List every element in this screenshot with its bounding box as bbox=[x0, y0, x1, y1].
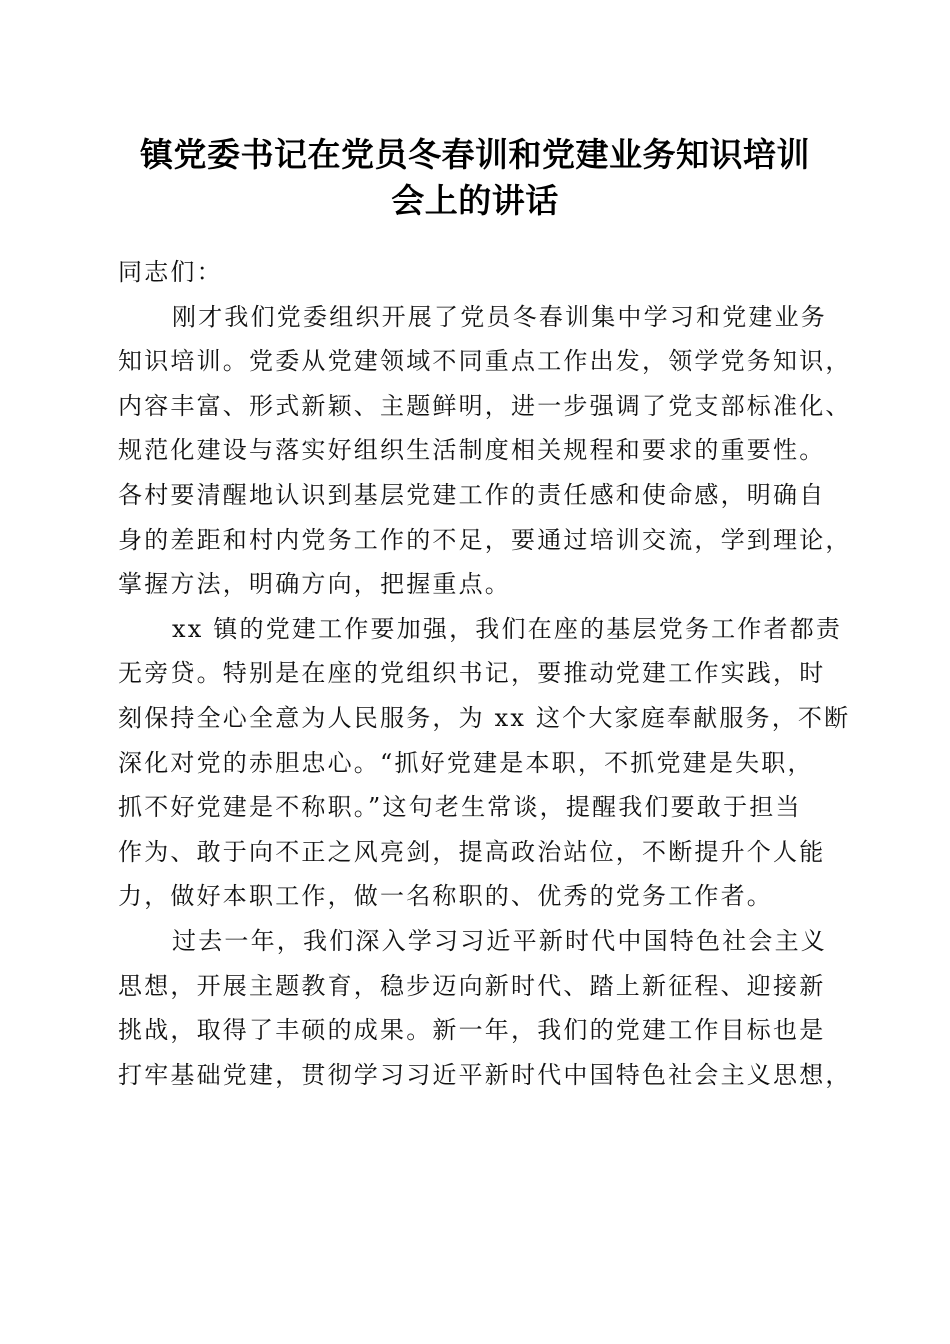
paragraph-line: 内容丰富、形式新颖、主题鲜明，进一步强调了党支部标准化、 bbox=[118, 391, 852, 420]
paragraph-line: 打牢基础党建，贯彻学习习近平新时代中国特色社会主义思想， bbox=[118, 1060, 852, 1089]
paragraph-line: 规范化建设与落实好组织生活制度相关规程和要求的重要性。 bbox=[118, 436, 826, 465]
paragraph-1 bbox=[118, 295, 852, 607]
title-line-2: 会上的讲话 bbox=[391, 181, 559, 220]
paragraph-line: 身的差距和村内党务工作的不足，要通过培训交流，学到理论， bbox=[118, 525, 852, 554]
paragraph-line: 过去一年，我们深入学习习近平新时代中国特色社会主义 bbox=[172, 926, 827, 955]
paragraph-line: 掌握方法，明确方向，把握重点。 bbox=[118, 570, 511, 599]
paragraph-3 bbox=[118, 919, 852, 1097]
paragraph-2 bbox=[118, 607, 851, 919]
paragraph-line: 刻保持全心全意为人民服务，为 xx 这个大家庭奉献服务，不断 bbox=[118, 703, 851, 732]
salutation: 同志们： bbox=[118, 258, 223, 286]
document-body bbox=[118, 250, 852, 1097]
paragraph-line: 各村要清醒地认识到基层党建工作的责任感和使命感，明确自 bbox=[118, 480, 826, 509]
title-line-1: 镇党委书记在党员冬春训和党建业务知识培训 bbox=[140, 135, 810, 174]
paragraph-line: 深化对党的赤胆忠心。“抓好党建是本职，不抓党建是失职， bbox=[118, 748, 814, 777]
paragraph-line: 挑战，取得了丰硕的成果。新一年，我们的党建工作目标也是 bbox=[118, 1016, 826, 1045]
paragraph-line: 无旁贷。特别是在座的党组织书记，要推动党建工作实践，时 bbox=[118, 659, 826, 688]
paragraph-line: 知识培训。党委从党建领域不同重点工作出发，领学党务知识， bbox=[118, 347, 852, 376]
paragraph-line: 抓不好党建是不称职。”这句老生常谈，提醒我们要敢于担当 bbox=[118, 793, 802, 822]
paragraph-line: 作为、敢于向不正之风亮剑，提高政治站位，不断提升个人能 bbox=[118, 837, 826, 866]
paragraph-line: 刚才我们党委组织开展了党员冬春训集中学习和党建业务 bbox=[172, 302, 827, 331]
paragraph-line: xx 镇的党建工作要加强，我们在座的基层党务工作者都责 bbox=[172, 614, 843, 643]
paragraph-line: 力，做好本职工作，做一名称职的、优秀的党务工作者。 bbox=[118, 882, 773, 911]
document-title bbox=[100, 132, 850, 224]
paragraph-line: 思想，开展主题教育，稳步迈向新时代、踏上新征程、迎接新 bbox=[118, 971, 826, 1000]
